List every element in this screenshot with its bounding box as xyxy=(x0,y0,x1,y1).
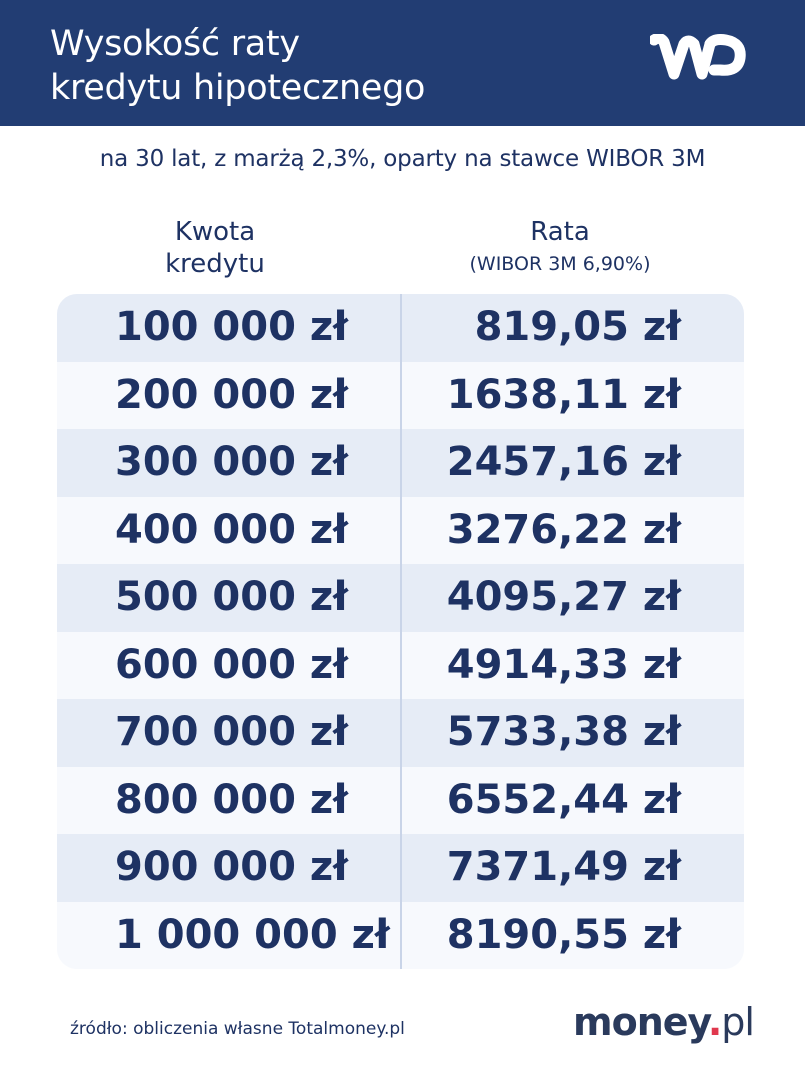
loan-table xyxy=(57,294,744,969)
brand-main: money xyxy=(573,1000,708,1044)
title-line-2: kredytu hipotecznego xyxy=(50,68,426,108)
amount-cell: 300 000 zł xyxy=(115,439,348,485)
amount-cell: 600 000 zł xyxy=(115,641,348,688)
source-note: źródło: obliczenia własne Totalmoney.pl xyxy=(70,1019,405,1039)
rate-cell: 8190,55 zł xyxy=(446,911,681,958)
rate-cell: 819,05 zł xyxy=(474,304,681,350)
rate-cell: 5733,38 zł xyxy=(446,709,681,755)
amount-cell: 700 000 zł xyxy=(115,709,348,755)
column-header-amount-line2: kredytu xyxy=(165,249,265,279)
rate-cell: 6552,44 zł xyxy=(446,776,681,823)
amount-cell: 400 000 zł xyxy=(115,506,348,553)
title-line-1: Wysokość raty xyxy=(50,24,300,64)
amount-cell: 200 000 zł xyxy=(115,371,348,418)
column-header-rate-line1: Rata xyxy=(530,217,590,247)
rate-cell: 4914,33 zł xyxy=(446,641,681,688)
rate-cell: 2457,16 zł xyxy=(446,439,681,485)
brand-dot: . xyxy=(707,1000,722,1044)
header-banner xyxy=(0,0,805,126)
amount-cell: 500 000 zł xyxy=(115,574,348,620)
rate-cell: 7371,49 zł xyxy=(446,844,681,890)
amount-cell: 1 000 000 zł xyxy=(115,911,390,958)
amount-cell: 900 000 zł xyxy=(115,844,348,890)
amount-cell: 100 000 zł xyxy=(115,304,348,350)
rate-cell: 3276,22 zł xyxy=(446,506,681,553)
page-title xyxy=(50,22,425,110)
brand-tld: pl xyxy=(721,1000,754,1044)
money-pl-logo xyxy=(573,1000,754,1044)
column-header-rate xyxy=(420,216,700,280)
column-header-amount-line1: Kwota xyxy=(174,217,256,247)
column-header-amount xyxy=(130,216,300,280)
column-header-rate-line2: (WIBOR 3M 6,90%) xyxy=(469,253,651,275)
rate-cell: 1638,11 zł xyxy=(446,371,681,418)
amount-cell: 800 000 zł xyxy=(115,776,348,823)
subtitle: na 30 lat, z marżą 2,3%, oparty na stawce WIBOR 3M xyxy=(99,146,706,172)
rate-cell: 4095,27 zł xyxy=(446,574,681,620)
column-divider xyxy=(400,294,402,969)
wp-logo-icon xyxy=(650,34,746,92)
